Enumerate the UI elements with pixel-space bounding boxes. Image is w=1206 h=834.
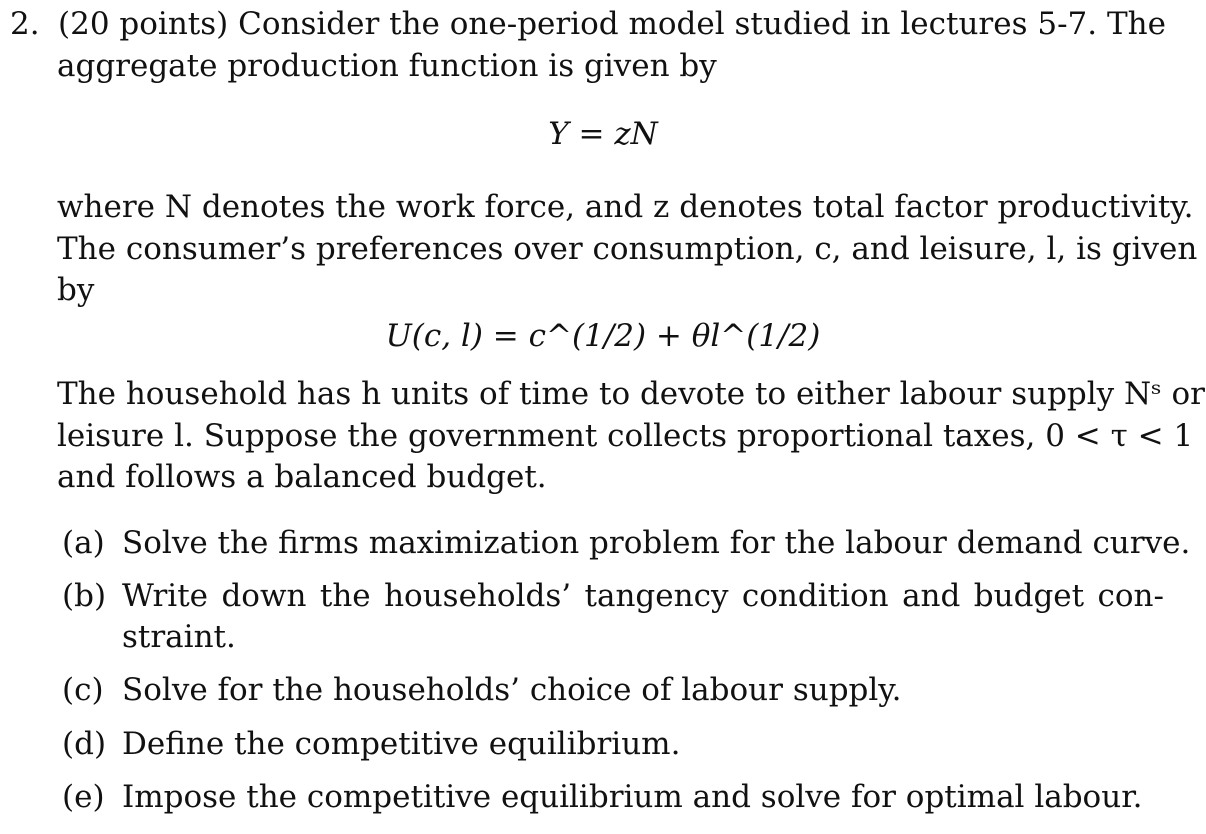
where-line-3: by: [57, 272, 95, 308]
intro-line-2: aggregate production function is given by: [57, 48, 717, 84]
part-b-text-continued: straint.: [122, 619, 236, 655]
production-function-equation: [0, 114, 1206, 154]
intro-line-1: [58, 4, 1164, 44]
part-a-label: (a): [62, 525, 105, 561]
part-a-text: Solve the firms maximization problem for the labour demand curve.: [122, 525, 1191, 561]
part-b-label: (b): [62, 578, 107, 614]
part-d-text: Define the competitive equilibrium.: [122, 726, 681, 762]
household-line-3: and follows a balanced budget.: [57, 459, 547, 495]
intro-text-1: (20 points) Consider the one-period model studied in lectures 5-7. The: [58, 6, 1166, 42]
utility-function-equation: [0, 316, 1206, 356]
part-e-label: (e): [62, 779, 105, 815]
where-line-2: The consumer’s preferences over consumption, c, and leisure, l, is given: [57, 231, 1198, 267]
part-b-text: Write down the households’ tangency condition and budget con-: [122, 578, 1164, 614]
part-d-label: (d): [62, 726, 107, 762]
part-c-text: Solve for the households’ choice of labour supply.: [122, 672, 902, 708]
production-function-text: Y = zN: [548, 116, 658, 152]
part-c-label: (c): [62, 672, 104, 708]
problem-number: 2.: [10, 6, 40, 42]
part-e-text: Impose the competitive equilibrium and solve for optimal labour.: [122, 779, 1143, 815]
where-line-1: where N denotes the work force, and z denotes total factor productivity.: [57, 189, 1194, 225]
household-line-2: leisure l. Suppose the government collects proportional taxes, 0 < τ < 1: [57, 418, 1194, 454]
utility-function-text: U(c, l) = c^(1/2) + θl^(1/2): [385, 318, 821, 354]
household-line-1: The household has h units of time to devote to either labour supply Nˢ or: [57, 376, 1205, 412]
